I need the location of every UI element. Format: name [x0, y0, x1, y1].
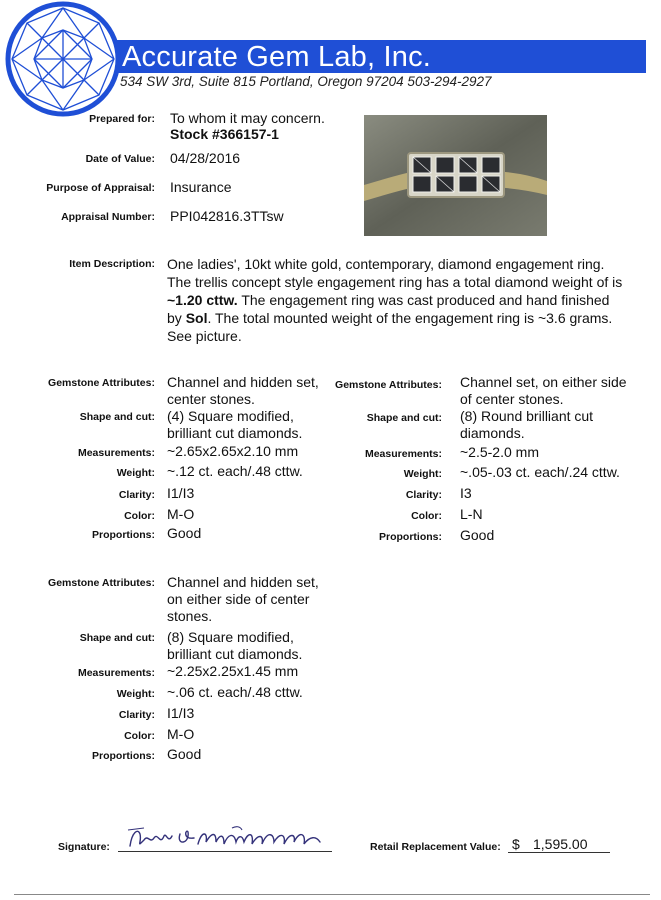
gem3-weight: ~.06 ct. each/.48 cttw. [167, 684, 303, 700]
appraisal-number-value: PPI042816.3TTsw [170, 208, 284, 224]
gem3-proportions: Good [167, 746, 202, 762]
appraisal-number-label: Appraisal Number: [61, 211, 155, 223]
gem3-attributes-line3: stones. [167, 608, 213, 624]
gem3-attributes-label: Gemstone Attributes: [48, 577, 155, 589]
retail-replacement-label: Retail Replacement Value: [370, 841, 501, 853]
gem3-measurements: ~2.25x2.25x1.45 mm [167, 663, 299, 679]
purpose-label: Purpose of Appraisal: [46, 182, 155, 194]
currency-symbol: $ [512, 836, 520, 852]
gem2-attributes-label: Gemstone Attributes: [335, 379, 442, 391]
gem1-measurements: ~2.65x2.65x2.10 mm [167, 443, 299, 459]
gem3-clarity: I1/I3 [167, 705, 195, 721]
gem1-color-label: Color: [124, 510, 155, 522]
gem2-clarity: I3 [460, 485, 472, 501]
gem3-shape-line2: brilliant cut diamonds. [167, 646, 303, 662]
gem3-attributes-line1: Channel and hidden set, [167, 574, 319, 590]
company-name: Accurate Gem Lab, Inc. [122, 41, 432, 73]
gem1-clarity: I1/I3 [167, 485, 195, 501]
value-line [508, 852, 610, 853]
gem3-measurements-label: Measurements: [77, 667, 155, 679]
gem2-measurements: ~2.5-2.0 mm [460, 444, 539, 460]
gem1-shape-line2: brilliant cut diamonds. [167, 425, 303, 441]
gem1-clarity-label: Clarity: [118, 489, 155, 501]
gem3-shape-label: Shape and cut: [79, 632, 155, 644]
gem2-shape-line2: diamonds. [460, 425, 525, 441]
gem2-weight: ~.05-.03 ct. each/.24 cttw. [460, 464, 620, 480]
gem2-shape-line1: (8) Round brilliant cut [460, 408, 594, 424]
prepared-for-value: To whom it may concern. [170, 110, 325, 126]
date-value: 04/28/2016 [170, 150, 241, 166]
item-description-label: Item Description: [69, 258, 155, 270]
signature-label: Signature: [58, 841, 110, 853]
gem-logo-icon [4, 0, 122, 118]
retail-replacement-value: 1,595.00 [533, 836, 588, 852]
purpose-value: Insurance [170, 179, 232, 195]
gem3-proportions-label: Proportions: [92, 750, 155, 762]
description-text-1: One ladies', 10kt white gold, contemporary, diamond engagement ring. The trellis concept style engagement ring has a total diamond weight of is [167, 256, 623, 290]
gem2-weight-label: Weight: [403, 468, 442, 480]
stock-number: Stock #366157-1 [170, 126, 279, 142]
ring-photo [364, 115, 547, 236]
handwritten-signature [124, 822, 334, 854]
description-text-2: The engagement ring was cast produced and hand finished by [167, 292, 610, 326]
gem3-color: M-O [167, 726, 195, 742]
gem2-measurements-label: Measurements: [364, 448, 442, 460]
gem2-clarity-label: Clarity: [405, 489, 442, 501]
prepared-for-label: Prepared for: [89, 113, 155, 125]
signature-line [118, 851, 332, 852]
gem2-color-label: Color: [411, 510, 442, 522]
description-total-weight: ~1.20 cttw. [167, 292, 238, 308]
gem1-shape-line1: (4) Square modified, [167, 408, 294, 424]
gem1-proportions-label: Proportions: [92, 529, 155, 541]
gem3-clarity-label: Clarity: [118, 709, 155, 721]
description-text-3: . The total mounted weight of the engagement ring is ~3.6 grams. See picture. [167, 310, 613, 344]
gem1-color: M-O [167, 506, 195, 522]
footer-rule [14, 894, 650, 895]
item-description [167, 255, 627, 345]
gem1-measurements-label: Measurements: [77, 447, 155, 459]
gem1-attributes-line1: Channel and hidden set, [167, 374, 319, 390]
gem2-color: L-N [460, 506, 483, 522]
gem2-proportions-label: Proportions: [379, 531, 442, 543]
gem3-color-label: Color: [124, 730, 155, 742]
gem1-proportions: Good [167, 525, 202, 541]
gem3-attributes-line2: on either side of center [167, 591, 310, 607]
gem3-weight-label: Weight: [116, 688, 155, 700]
gem2-proportions: Good [460, 527, 495, 543]
description-maker: Sol [185, 310, 208, 326]
company-address: 534 SW 3rd, Suite 815 Portland, Oregon 97204 503-294-2927 [120, 74, 492, 89]
gem2-attributes-line1: Channel set, on either side [460, 374, 627, 390]
gem1-shape-label: Shape and cut: [79, 411, 155, 423]
gem2-attributes-line2: of center stones. [460, 391, 564, 407]
gem1-attributes-line2: center stones. [167, 391, 255, 407]
gem1-weight-label: Weight: [116, 467, 155, 479]
date-label: Date of Value: [85, 153, 155, 165]
gem1-attributes-label: Gemstone Attributes: [48, 377, 155, 389]
gem1-weight: ~.12 ct. each/.48 cttw. [167, 463, 303, 479]
gem2-shape-label: Shape and cut: [366, 412, 442, 424]
gem3-shape-line1: (8) Square modified, [167, 629, 294, 645]
